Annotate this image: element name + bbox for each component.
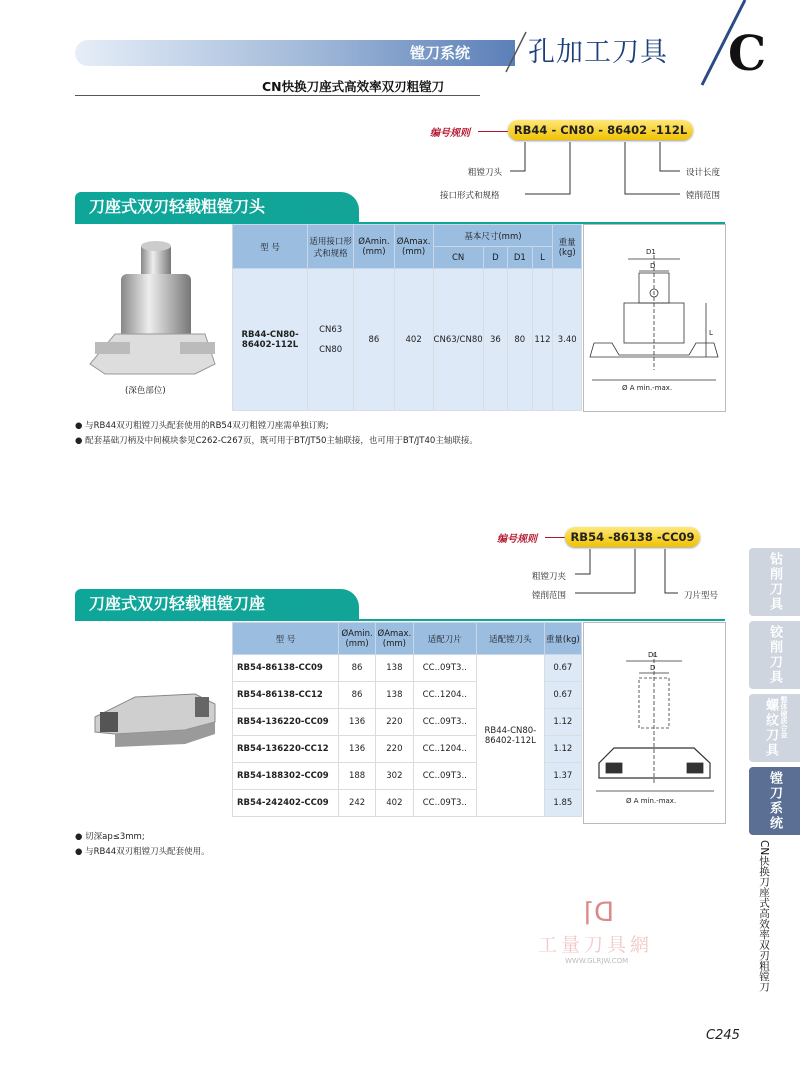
th-amax: ØAmax.(mm) (376, 623, 413, 655)
cell-model: RB54-188302-CC09 (233, 763, 339, 790)
cell-amin: 86 (338, 655, 375, 682)
cell-weight: 0.67 (544, 655, 581, 682)
section1-spec-table (232, 224, 582, 411)
code-rule-2-line (545, 537, 565, 538)
cell-insert: CC..09T3.. (413, 763, 477, 790)
cell-interface-b: CN80 (319, 344, 343, 355)
section2-spec-table (232, 622, 582, 817)
code-rule-label: 编号规则 (430, 128, 470, 139)
cell-weight: 3.40 (553, 269, 582, 411)
side-section-title: CN快换刀座式高效率双刃粗镗刀 (758, 840, 770, 992)
th-weight: 重量(kg) (553, 225, 582, 269)
cell-amax: 220 (376, 709, 413, 736)
section1-note-1: ● 与RB44双刃粗镗刀头配套使用的RB54双刃粗镗刀座需单独订购; (75, 421, 329, 431)
annotation-range: 镗削范围 (686, 191, 721, 201)
code-rule-2-pill: RB54 -86138 -CC09 (565, 527, 700, 547)
th-weight: 重量(kg) (544, 623, 581, 655)
cell-weight: 1.12 (544, 736, 581, 763)
watermark-text: 工量刀具網 (538, 934, 654, 956)
chapter-letter: C (728, 26, 767, 82)
note-text: 切深ap≤3mm; (85, 832, 145, 842)
cell-model: RB54-86138-CC09 (233, 655, 339, 682)
th-l: L (532, 247, 553, 269)
th-d: D (483, 247, 507, 269)
cell-weight: 1.85 (544, 790, 581, 817)
dim-d1: D1 (646, 248, 656, 256)
annotation-insert: 刀片型号 (684, 591, 719, 601)
note-text: 配套基础刀柄及中间模块参见C262-C267页，既可用于BT/JT50主轴联接，也可用于BT/JT40主轴联接。 (85, 436, 478, 446)
annotation-range-2: 镗削范围 (532, 591, 567, 601)
annotation-interface: 接口形式和规格 (440, 191, 500, 201)
section2-product-image (75, 622, 230, 822)
cell-amin: 136 (338, 709, 375, 736)
section2-title: 刀座式双刃轻载粗镗刀座 (75, 589, 359, 619)
cell-model: RB54-136220-CC12 (233, 736, 339, 763)
boring-holder-illustration (75, 622, 230, 822)
annotation-length: 设计长度 (686, 168, 721, 178)
header-category: 镗刀系统 (410, 44, 471, 62)
section2-technical-drawing (583, 622, 726, 824)
section2-note-1: ● 切深ap≤3mm; (75, 832, 145, 842)
side-tab-threading[interactable]: 螺纹刀具 (749, 694, 800, 762)
th-amax: ØAmax.(mm) (394, 225, 433, 269)
th-model: 型 号 (233, 225, 308, 269)
page-number: C245 (706, 1028, 740, 1043)
cell-amax: 302 (376, 763, 413, 790)
cell-l: 112 (532, 269, 553, 411)
section2-rule (75, 619, 725, 621)
cell-amax: 138 (376, 682, 413, 709)
note-text: 与RB44双刃粗镗刀头配套使用。 (85, 847, 210, 857)
annotation-holder: 粗镗刀夹 (532, 572, 567, 582)
dim-d: D (650, 262, 656, 270)
page-subtitle: CN快换刀座式高效率双刃粗镗刀 (262, 79, 445, 94)
cell-model: RB54-136220-CC09 (233, 709, 339, 736)
section2-note-2: ● 与RB44双刃粗镗刀头配套使用。 (75, 847, 210, 857)
dim-l: L (709, 329, 713, 337)
section1-technical-drawing (583, 224, 726, 412)
table-row (233, 269, 582, 411)
cell-amax: 402 (394, 269, 433, 411)
side-tab-reaming[interactable]: 铰削刀具 (749, 621, 800, 689)
cell-insert: CC..09T3.. (413, 709, 477, 736)
cell-insert: CC..09T3.. (413, 655, 477, 682)
code-rule-2-label: 编号规则 (497, 534, 537, 545)
header-title: 孔加工刀具 (528, 37, 668, 68)
boring-holder-dimension-drawing (584, 623, 725, 823)
dim-d1: D1 (648, 651, 658, 659)
cell-model: RB54-86138-CC12 (233, 682, 339, 709)
th-amin: ØAmin.(mm) (354, 225, 395, 269)
watermark-url: WWW.GLRJW.COM (565, 957, 629, 965)
cell-amax: 138 (376, 655, 413, 682)
cell-interface-a: CN63 (319, 324, 343, 335)
cell-amin: 86 (354, 269, 395, 411)
side-tab-threading-extra: 整体硬质合金 (780, 696, 788, 738)
image-caption: (深色部位) (125, 386, 166, 396)
annotation-head: 粗镗刀头 (468, 168, 503, 178)
table-row (233, 655, 582, 682)
cell-amin: 136 (338, 736, 375, 763)
cell-insert: CC..1204.. (413, 682, 477, 709)
cell-d: 36 (483, 269, 507, 411)
cell-weight: 1.12 (544, 709, 581, 736)
code-rule-line (478, 131, 508, 132)
th-basic-dims: 基本尺寸(mm) (433, 225, 553, 247)
cell-amin: 86 (338, 682, 375, 709)
code-rule-connectors (470, 140, 700, 205)
th-interface: 适用接口形式和规格 (308, 225, 354, 269)
cell-d1: 80 (508, 269, 532, 411)
boring-head-illustration (75, 224, 230, 394)
cell-amax: 402 (376, 790, 413, 817)
subtitle-underline (75, 95, 480, 96)
cell-insert: CC..09T3.. (413, 790, 477, 817)
side-tab-boring[interactable]: 镗刀系统 (749, 767, 800, 835)
dim-amin-max: Ø A min.-max. (626, 797, 677, 805)
cell-cn: CN63/CN80 (433, 269, 483, 411)
th-insert: 适配刀片 (413, 623, 477, 655)
dim-amin-max: Ø A min.-max. (622, 384, 673, 392)
dim-d: D (650, 664, 656, 672)
cell-model: RB54-242402-CC09 (233, 790, 339, 817)
th-model: 型 号 (233, 623, 339, 655)
boring-head-dimension-drawing (584, 225, 725, 411)
note-text: 与RB44双刃粗镗刀头配套使用的RB54双刃粗镗刀座需单独订购; (85, 421, 329, 431)
code-rule-pill: RB44 - CN80 - 86402 -112L (508, 120, 693, 140)
cell-amin: 188 (338, 763, 375, 790)
section1-product-image (75, 224, 230, 410)
section1-note-2: ● 配套基础刀柄及中间模块参见C262-C267页，既可用于BT/JT50主轴联接，也可用于BT/JT40主轴联接。 (75, 436, 478, 446)
section1-title: 刀座式双刃轻载粗镗刀头 (75, 192, 359, 222)
header-title-slash (500, 30, 530, 75)
watermark-logo-icon: ⌈ᗡ (584, 898, 615, 928)
side-tab-drilling[interactable]: 钻削刀具 (749, 548, 800, 616)
code-rule-2-connectors (560, 547, 700, 597)
th-amin: ØAmin.(mm) (338, 623, 375, 655)
cell-interface (308, 269, 354, 411)
th-head: 适配镗刀头 (477, 623, 545, 655)
cell-insert: CC..1204.. (413, 736, 477, 763)
th-cn: CN (433, 247, 483, 269)
cell-model: RB44-CN80-86402-112L (233, 269, 308, 411)
cell-head: RB44-CN80-86402-112L (477, 655, 545, 817)
cell-weight: 1.37 (544, 763, 581, 790)
cell-amin: 242 (338, 790, 375, 817)
cell-weight: 0.67 (544, 682, 581, 709)
cell-amax: 220 (376, 736, 413, 763)
th-d1: D1 (508, 247, 532, 269)
